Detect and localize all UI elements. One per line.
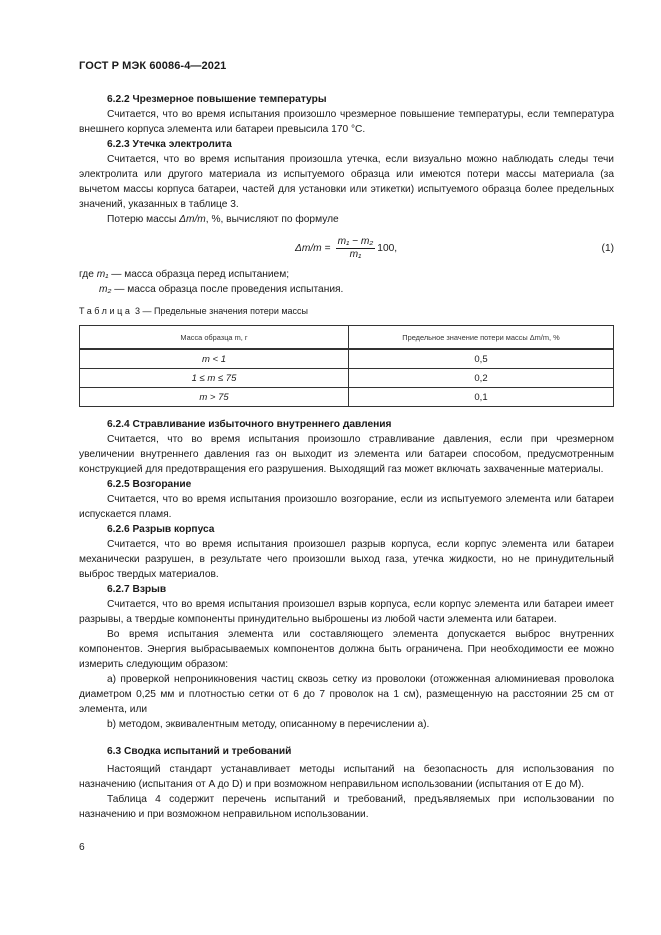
table-row <box>80 388 614 407</box>
paragraph-6-3-a: Настоящий стандарт устанавливает методы испытаний на безопасность для использования по назначению (испытания от A до D) и при возможном неправильном использовании (испытания от E до M). <box>79 764 614 790</box>
paragraph-6-2-6: Считается, что во время испытания произошел разрыв корпуса, если корпус элемента или батареи механически разрушен, в результате чего произошли выход газа, утечка жидкости, но не принудительный выброс твердых материалов. <box>79 539 614 580</box>
formula-fraction <box>336 236 376 261</box>
paragraph-6-3-b: Таблица 4 содержит перечень испытаний и требований, предъявляемых при использовании по назначению и при возможном неправильном использовании. <box>79 794 614 820</box>
table-row <box>80 349 614 369</box>
heading-6-2-5: 6.2.5 Возгорание <box>107 479 192 490</box>
formula-lhs: Δm/m <box>295 243 322 254</box>
heading-6-2-2: 6.2.2 Чрезмерное повышение температуры <box>107 94 327 105</box>
running-header: ГОСТ Р МЭК 60086-4—2021 <box>79 60 227 72</box>
table-cell: m > 75 <box>80 388 349 407</box>
formula-equals: = <box>324 243 331 254</box>
table-3-caption: Таблица 3 — Предельные значения потери массы <box>79 306 309 316</box>
table-cell: m < 1 <box>80 349 349 369</box>
heading-6-2-3: 6.2.3 Утечка электролита <box>107 139 232 150</box>
heading-6-2-4: 6.2.4 Стравливание избыточного внутреннего давления <box>107 419 392 430</box>
formula-definitions <box>79 267 614 297</box>
page-number: 6 <box>79 842 85 853</box>
mass-loss-intro: Потерю массы Δm/m, %, вычисляют по формуле <box>107 214 339 225</box>
page-body <box>79 92 614 822</box>
table-3 <box>79 325 614 407</box>
mass-loss-symbol: Δm/m <box>179 214 206 225</box>
paragraph-6-2-5: Считается, что во время испытания произошло возгорание, если из испытуемого элемента или батареи испускается пламя. <box>79 494 614 520</box>
table-header-cell: Масса образца m, г <box>80 326 349 350</box>
table-cell: 0,5 <box>349 349 614 369</box>
table-header-cell: Предельное значение потери массы Δm/m, % <box>349 326 614 350</box>
paragraph-6-2-7-b: Во время испытания элемента или составляющего элемента допускается выброс внутренних компонентов. Энергия выбрасываемых компонентов должна быть ограничена. При необходимости ее можно измерить следующим образом: <box>79 629 614 670</box>
table-cell: 0,1 <box>349 388 614 407</box>
paragraph-6-2-2: Считается, что во время испытания произошло чрезмерное повышение температуры, если температура внешнего корпуса элемента или батареи превысила 170 °С. <box>79 109 614 135</box>
sections-after-table <box>79 417 614 822</box>
table-cell: 0,2 <box>349 369 614 388</box>
paragraph-6-2-4: Считается, что во время испытания произошло стравливание давления, если при чрезмерном увеличении внутреннего давления газ он выходит из элемента или батареи способом, предусмотренным конструкцией для предотвращения его разрушения. Выходящий газ может включать захваченные материалы. <box>79 434 614 475</box>
list-item-b: b) методом, эквивалентным методу, описанному в перечислении а). <box>107 719 430 730</box>
definition-m2: m₂ — масса образца после проведения испытания. <box>99 284 344 295</box>
heading-6-3: 6.3 Сводка испытаний и требований <box>107 746 292 757</box>
formula-numerator: m₁ − m₂ <box>337 236 374 247</box>
paragraph-6-2-7-a: Считается, что во время испытания произошел взрыв корпуса, если корпус элемента или батареи имеет разрывы, а твердые компоненты принудительно выброшены из любой части элемента или батареи. <box>79 599 614 625</box>
formula-factor: 100, <box>377 243 398 254</box>
paragraph-6-2-3: Считается, что во время испытания произошла утечка, если визуально можно наблюдать следы течи электролита или другого материала из испытуемого образца или имеются потери массы материала (за вычетом массы корпуса батареи, частей для установки или этикетки) испытуемого образца более предельных значений, указанных в таблице 3. <box>79 154 614 210</box>
formula-1 <box>79 231 614 265</box>
heading-6-2-6: 6.2.6 Разрыв корпуса <box>107 524 215 535</box>
formula-number: (1) <box>601 243 614 254</box>
table-row <box>80 369 614 388</box>
heading-6-2-7: 6.2.7 Взрыв <box>107 584 167 595</box>
formula-expression <box>295 236 397 261</box>
definition-m1: где m₁ — масса образца перед испытанием; <box>79 269 290 280</box>
table-header-row <box>80 326 614 350</box>
list-item-a: a) проверкой непроникновения частиц сквозь сетку из проволоки (отожженная алюминиевая проволока диаметром 0,25 мм и плотностью сетки от 6 до 7 проволок на 1 см), размещенную на расстоянии 25 см от элемента, или <box>79 674 614 715</box>
formula-denominator: m₁ <box>349 249 362 260</box>
table-cell: 1 ≤ m ≤ 75 <box>80 369 349 388</box>
